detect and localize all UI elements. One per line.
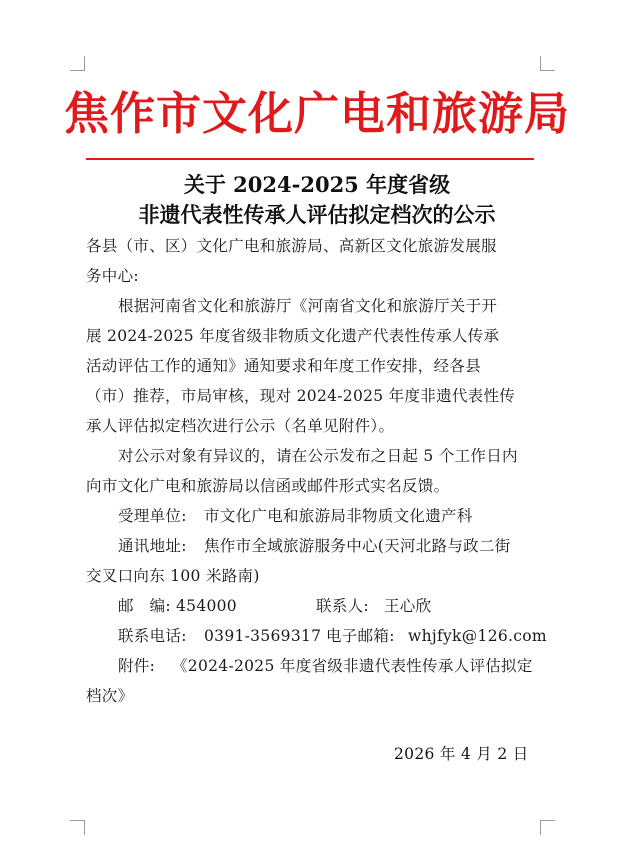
- page-corner-mark-bottom-right: [540, 820, 555, 835]
- header-red-rule: [86, 158, 534, 160]
- page-corner-mark-top-left: [70, 56, 85, 71]
- mailing-address-value: 焦作市全域旅游服务中心(天河北路与政二街: [204, 537, 511, 555]
- mailing-address-value-line-2: 交叉口向东 100 米路南): [86, 567, 260, 585]
- contact-person-label: 联系人:: [316, 597, 369, 615]
- attachment-label: 附件:: [118, 657, 156, 675]
- contact-person-value: 王心欣: [384, 597, 432, 615]
- attachment-value: 《2024-2025 年度省级非遗代表性传承人评估拟定: [172, 657, 533, 675]
- postcode-value: 454000: [176, 597, 237, 615]
- paragraph-2-line-1: 对公示对象有异议的，请在公示发布之日起 5 个工作日内: [118, 447, 518, 465]
- org-header: 焦作市文化广电和旅游局: [63, 87, 570, 140]
- mailing-address-label: 通讯地址:: [118, 537, 187, 555]
- paragraph-1-line-4: （市）推荐，市局审核，现对 2024-2025 年度非遗代表性传: [86, 387, 516, 405]
- paragraph-1-line-1: 根据河南省文化和旅游厅《河南省文化和旅游厅关于开: [118, 297, 498, 315]
- paragraph-2-line-2: 向市文化广电和旅游局以信函或邮件形式实名反馈。: [86, 477, 450, 495]
- email-label: 电子邮箱:: [326, 627, 395, 645]
- page-corner-mark-bottom-left: [70, 820, 85, 835]
- page-corner-mark-top-right: [540, 56, 555, 71]
- attachment-value-line-2: 档次》: [86, 687, 134, 705]
- phone-label: 联系电话:: [118, 627, 187, 645]
- issue-date: 2026 年 4 月 2 日: [394, 745, 529, 763]
- addressee-line-1: 各县（市、区）文化广电和旅游局、高新区文化旅游发展服: [86, 237, 497, 255]
- phone-value: 0391-3569317: [204, 627, 322, 645]
- receiving-unit-label: 受理单位:: [118, 507, 187, 525]
- paragraph-1-line-2: 展 2024-2025 年度省级非物质文化遗产代表性传承人传承: [86, 327, 500, 345]
- addressee-line-2: 务中心:: [86, 267, 139, 285]
- document-title-line-2: 非遗代表性传承人评估拟定档次的公示: [138, 202, 496, 227]
- paragraph-1-line-5: 承人评估拟定档次进行公示（名单见附件）。: [86, 417, 395, 435]
- paragraph-1-line-3: 活动评估工作的通知》通知要求和年度工作安排，经各县: [86, 357, 482, 375]
- receiving-unit-value: 市文化广电和旅游局非物质文化遗产科: [204, 507, 473, 525]
- document-title-line-1: 关于 2024-2025 年度省级: [183, 172, 451, 197]
- postcode-label: 邮 编:: [118, 597, 171, 615]
- email-value: whjfyk@126.com: [408, 627, 547, 645]
